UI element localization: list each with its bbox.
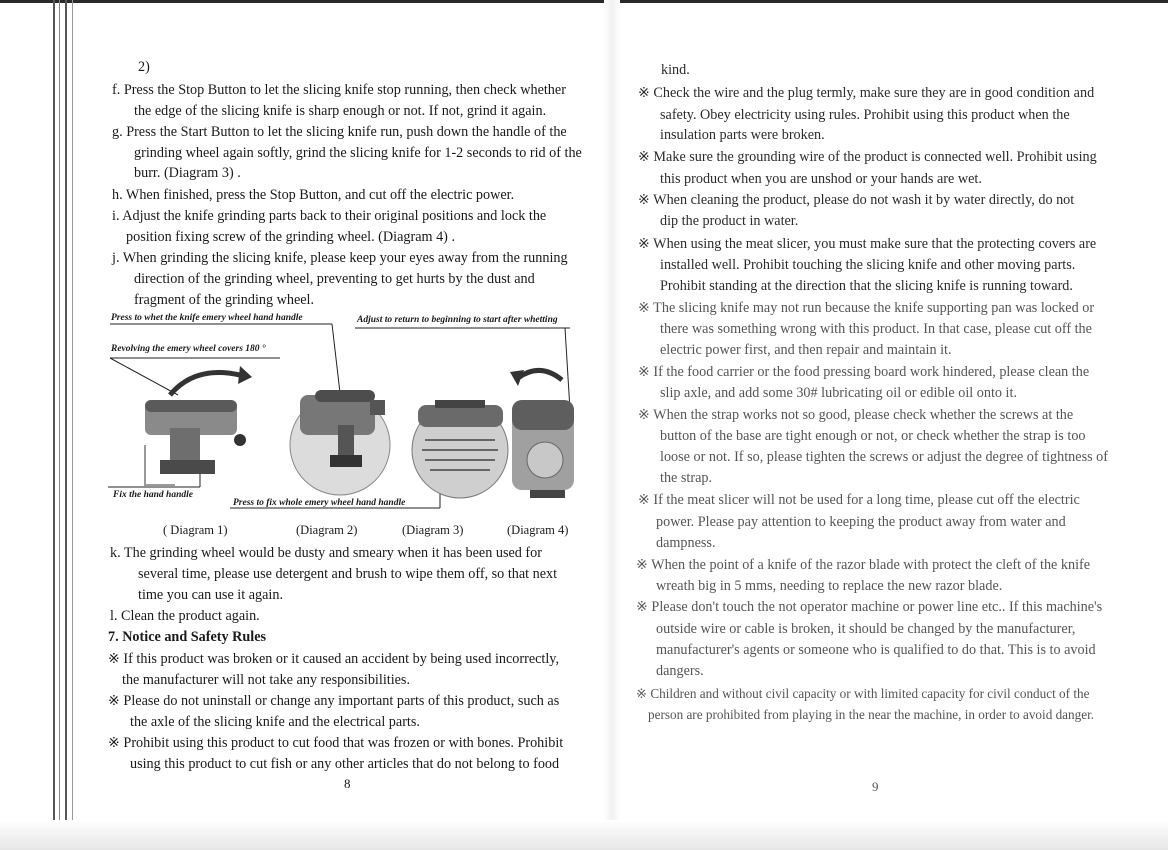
caption-whet-handle: Press to whet the knife emery wheel hand handle [111, 313, 303, 323]
text-line: wreath big in 5 mms, needing to replace the new razor blade. [656, 578, 1003, 594]
text-line: ※ Please do not uninstall or change any important parts of this product, such as [108, 693, 560, 709]
text-line: ※ Make sure the grounding wire of the product is connected well. Prohibit using [638, 149, 1097, 165]
binding-line [72, 0, 73, 850]
text-line: ※ If this product was broken or it caused an accident by being used incorrectly, [108, 651, 560, 667]
text-line: ※ Please don't touch the not operator machine or power line etc.. If this machine's [636, 599, 1103, 615]
text-line: grinding wheel again softly, grind the slicing knife for 1-2 seconds to rid of the [134, 145, 582, 161]
text-line: button of the base are tight enough or not, or check whether the strap is too [660, 428, 1086, 444]
text-line: kind. [661, 62, 690, 78]
text-line: installed well. Prohibit touching the slicing knife and other moving parts. [660, 257, 1076, 273]
text-line: electric power first, and then repair and maintain it. [660, 342, 952, 358]
text-line: there was something wrong with this product. In that case, please cut off the [660, 321, 1092, 337]
text-line: dampness. [656, 535, 716, 551]
text-line: dangers. [656, 663, 704, 679]
text-line: ※ When the point of a knife of the razor blade with protect the cleft of the knife [636, 557, 1091, 573]
text-line: position fixing screw of the grinding wheel. (Diagram 4) . [126, 229, 455, 245]
text-line: h. When finished, press the Stop Button, and cut off the electric power. [112, 187, 515, 203]
text-line: ※ When the strap works not so good, please check whether the screws at the [638, 407, 1074, 423]
binding-line [53, 0, 55, 850]
text-line: ※ If the meat slicer will not be used for a long time, please cut off the electric [638, 492, 1080, 508]
text-line: the axle of the slicing knife and the electrical parts. [130, 714, 420, 730]
text-line: burr. (Diagram 3) . [134, 165, 241, 181]
caption-revolving-covers: Revolving the emery wheel covers 180 ° [111, 344, 266, 354]
text-line: slip axle, and add some 30# lubricating oil or edible oil onto it. [660, 385, 1017, 401]
text-line: f. Press the Stop Button to let the slicing knife stop running, then check whether [112, 82, 566, 98]
page-fold [604, 0, 620, 850]
text-line: this product when you are unshod or your hands are wet. [660, 171, 982, 187]
text-line: several time, please use detergent and brush to wipe them off, so that next [138, 566, 558, 582]
text-line: g. Press the Start Button to let the slicing knife run, push down the handle of the [112, 124, 567, 140]
page-number-left: 8 [344, 776, 351, 791]
diagram-2-label: (Diagram 2) [296, 523, 358, 537]
text-line: safety. Obey electricity using rules. Prohibit using this product when the [660, 107, 1070, 123]
page-number-right: 9 [872, 779, 879, 794]
text-line: ※ When cleaning the product, please do not wash it by water directly, do not [638, 192, 1075, 208]
step-2-marker: 2) [138, 59, 150, 75]
diagram-3-label: (Diagram 3) [402, 523, 464, 537]
grinding-diagrams-illustration [100, 300, 600, 520]
text-line: time you can use it again. [138, 587, 283, 603]
text-line: j. When grinding the slicing knife, please keep your eyes away from the running [112, 250, 568, 266]
text-line: manufacturer's agents or someone who is qualified to do that. This is to avoid [656, 642, 1096, 658]
section-title: 7. Notice and Safety Rules [108, 629, 267, 645]
text-line: ※ If the food carrier or the food pressing board work hindered, please clean the [638, 364, 1090, 380]
text-line: l. Clean the product again. [110, 608, 260, 624]
text-line: ※ Prohibit using this product to cut food that was frozen or with bones. Prohibit [108, 735, 564, 751]
caption-fix-handle: Fix the hand handle [113, 490, 193, 500]
text-line: Prohibit standing at the direction that the slicing knife is running toward. [660, 278, 1073, 294]
text-line: fragment of the grinding wheel. [134, 292, 315, 308]
text-line: using this product to cut fish or any other articles that do not belong to food [130, 756, 560, 772]
text-line: ※ The slicing knife may not run because the knife supporting pan was locked or [638, 300, 1095, 316]
text-line: insulation parts were broken. [660, 127, 825, 143]
text-line: dip the product in water. [660, 213, 799, 229]
binding-line [59, 0, 60, 850]
page-bottom-shadow [0, 820, 1168, 850]
top-edge-line [0, 0, 1168, 3]
text-line: the edge of the slicing knife is sharp enough or not. If not, grind it again. [134, 103, 547, 119]
text-line: person are prohibited from playing in the near the machine, in order to avoid danger. [648, 707, 1095, 722]
caption-adjust-return: Adjust to return to beginning to start after whetting [357, 315, 558, 325]
text-line: power. Please pay attention to keeping the product away from water and [656, 514, 1066, 530]
text-line: loose or not. If so, please tighten the screws or adjust the degree of tightness of [660, 449, 1108, 465]
binding-line [65, 0, 67, 850]
text-line: the manufacturer will not take any responsibilities. [122, 672, 411, 688]
text-line: direction of the grinding wheel, preventing to get hurts by the dust and [134, 271, 535, 287]
text-line: i. Adjust the knife grinding parts back to their original positions and lock the [112, 208, 547, 224]
text-line: ※ Children and without civil capacity or with limited capacity for civil conduct of the [636, 686, 1090, 701]
diagram-4-label: (Diagram 4) [507, 523, 569, 537]
text-line: the strap. [660, 470, 713, 486]
diagram-1-label: ( Diagram 1) [163, 523, 228, 537]
text-line: k. The grinding wheel would be dusty and smeary when it has been used for [110, 545, 542, 561]
caption-press-fix-handle: Press to fix whole emery wheel hand handle [233, 498, 406, 508]
text-line: ※ Check the wire and the plug termly, make sure they are in good condition and [638, 85, 1095, 101]
text-line: ※ When using the meat slicer, you must make sure that the protecting covers are [638, 236, 1097, 252]
text-line: outside wire or cable is broken, it should be changed by the manufacturer, [656, 621, 1076, 637]
